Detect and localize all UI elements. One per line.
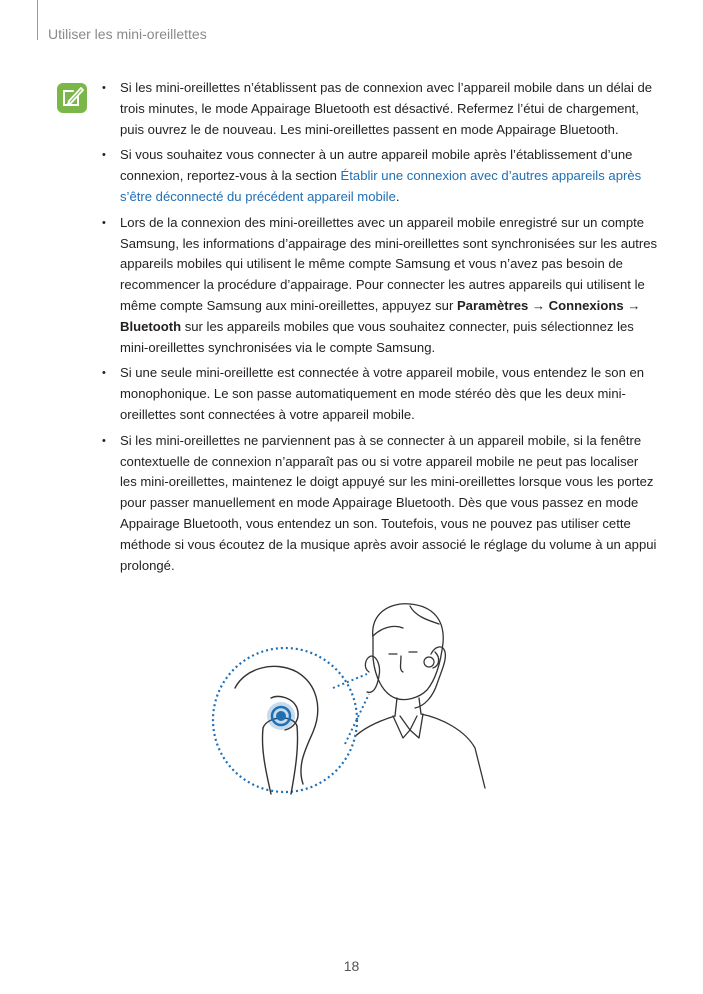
menu-path-settings: Paramètres [456,297,529,313]
section-link[interactable]: Établir une connexion avec d’autres appareils après s’être déconnecté du précédent appareil mobile [120,168,642,204]
bullet-dot: • [102,82,106,94]
bullet-dot: • [102,367,106,380]
person-touching-earbud-illustration [205,598,505,798]
bullet-text-end: . [395,188,400,204]
bullet-text: Si les mini-oreillettes ne parviennent pas à se connecter à un appareil mobile, si la fenêtre contextuelle de connexion n’apparaît pas ou si votre appareil mobile ne peut pas localiser les mini-oreillettes, maintenez le doigt appuyé sur les mini-oreillettes lorsque vous les portez pour passer manuellement en mode Appairage Bluetooth. Dès que vous passez en mode Appairage Bluetooth, vous entendez un son. Toutefois, vous ne pouvez pas utiliser cette méthode si vous écoutez de la musique après avoir associé le réglage du volume à un appui prolongé. [120,432,657,573]
list-item [100,431,658,577]
list-item [100,78,658,140]
bullet-dot: • [102,149,106,162]
list-item [100,145,658,207]
note-pencil-icon [56,82,88,114]
list-item [100,213,658,359]
menu-path-arrow: → [528,297,549,313]
bullet-dot: • [102,216,106,229]
bullet-text: Si vous souhaitez vous connecter à un autre appareil mobile après l’établissement d’une connexion, reportez-vous à la section [120,147,633,184]
list-item [100,363,658,425]
bullet-text: Si les mini-oreillettes n’établissent pas de connexion avec l’appareil mobile dans un délai de trois minutes, le mode Appairage Bluetooth est désactivé. Refermez l’étui de chargement, puis ouvrez le de nouveau. Les mini-oreillettes passent en mode Appairage Bluetooth. [120,80,653,137]
bullet-dot: • [102,434,106,447]
notes-list [100,78,658,581]
bullet-text: Si une seule mini-oreillette est connectée à votre appareil mobile, vous entendez le son en monophonique. Le son passe automatiquement en mode stéréo dès que les deux mini-oreillettes sont connectées à votre appareil mobile. [120,365,645,422]
header-rule [37,0,38,40]
header-title: Utiliser les mini-oreillettes [48,26,207,42]
bullet-text: Lors de la connexion des mini-oreillettes avec un appareil mobile enregistré sur un compte Samsung, les informations d’appairage des mini-oreillettes sont synchronisées sur les autres appareils mobiles qui utilisent le même compte Samsung et vous n’avez pas besoin de recommencer la procédure d’appairage. Pour connecter les autres appareils qui utilisent le même compte Samsung aux mini-oreillettes, appuyez sur [120,214,658,313]
menu-path-bluetooth: Bluetooth [120,318,182,334]
menu-path-arrow: → [623,297,641,313]
page-number: 18 [343,958,360,974]
menu-path-connections: Connexions [548,297,624,313]
bullet-text-end: sur les appareils mobiles que vous souhaitez connecter, puis sélectionnez les mini-oreillettes synchronisées via le compte Samsung. [120,318,634,355]
